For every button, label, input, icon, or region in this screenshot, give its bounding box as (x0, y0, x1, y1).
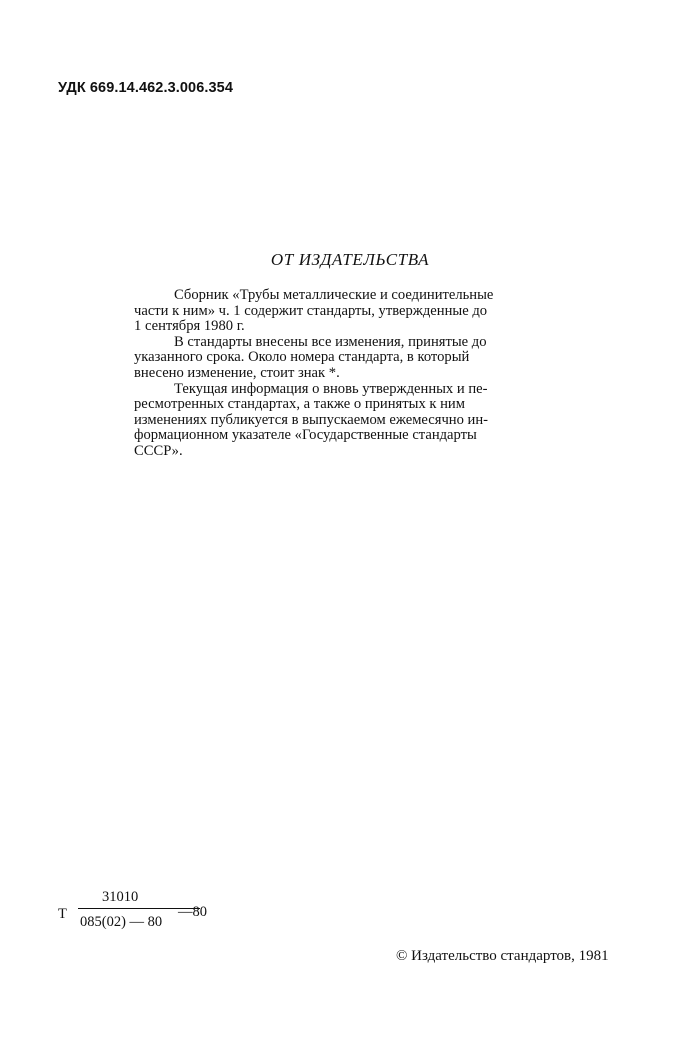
publication-index-code (58, 880, 228, 940)
copyright-line: © Издательство стандартов, 1981 (396, 948, 609, 964)
text-line: ресмотренных стандартах, а также о принятых к ним (134, 396, 465, 413)
publisher-note (134, 288, 560, 460)
index-numerator: 31010 (102, 889, 139, 905)
paragraph (134, 288, 560, 335)
text-line: СССР». (134, 442, 183, 459)
text-line: Текущая информация о вновь утвержденных и пе- (174, 380, 488, 397)
text-line: внесено изменение, стоит знак *. (134, 364, 340, 381)
text-line: части к ним» ч. 1 содержит стандарты, утвержденные до (134, 302, 488, 319)
text-line: Сборник «Трубы металлические и соединительные (174, 287, 494, 303)
index-denominator: 085(02) — 80 (80, 914, 163, 930)
text-line: В стандарты внесены все изменения, принятые до (174, 333, 487, 350)
udk-code: УДК 669.14.462.3.006.354 (58, 80, 233, 96)
paragraph (134, 382, 560, 460)
paragraph (134, 335, 560, 382)
text-line: формационном указателе «Государственные стандарты (134, 427, 477, 444)
index-letter: Т (58, 906, 67, 922)
index-suffix: —80 (178, 904, 207, 920)
section-title: ОТ ИЗДАТЕЛЬСТВА (270, 250, 430, 269)
text-line: изменениях публикуется в выпускаемом ежемесячно ин- (134, 411, 489, 428)
text-line: 1 сентября 1980 г. (134, 318, 245, 335)
text-line: указанного срока. Около номера стандарта, в который (134, 349, 470, 366)
